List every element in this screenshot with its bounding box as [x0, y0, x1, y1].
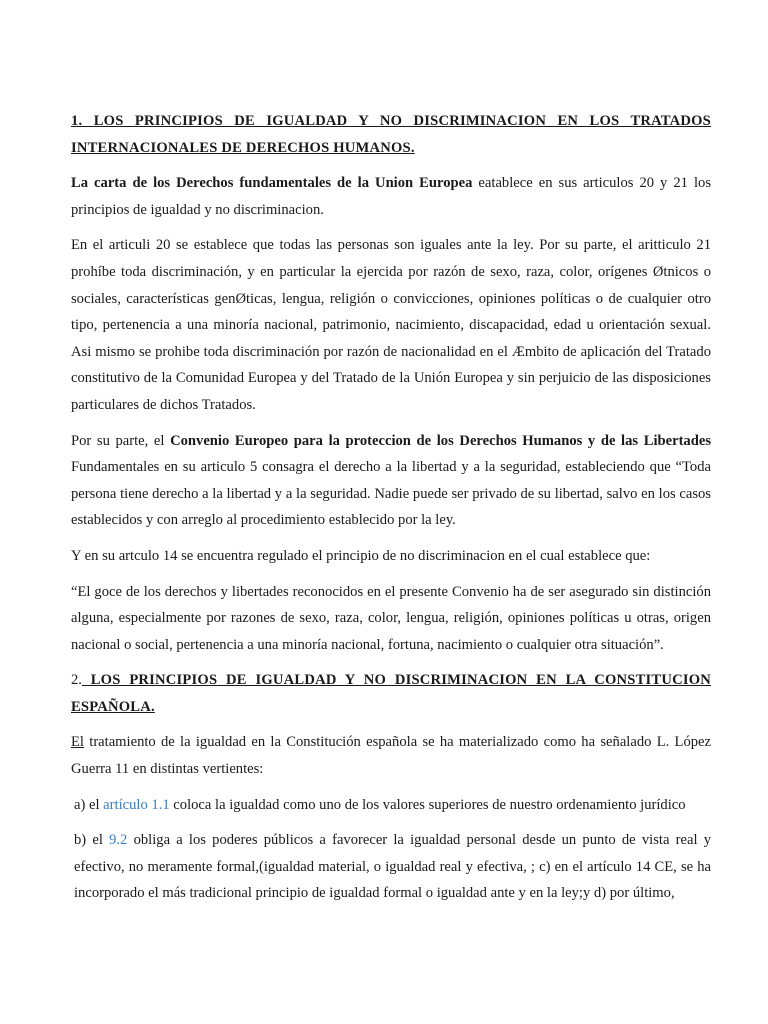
item-a-text: coloca la igualdad como uno de los valores superiores de nuestro ordenamiento jurídico — [169, 796, 686, 813]
section-heading-2 — [71, 667, 711, 720]
paragraph-carta — [71, 170, 711, 223]
section-heading-1: 1. LOS PRINCIPIOS DE IGUALDAD Y NO DISCRIMINACION EN LOS TRATADOS INTERNACIONALES DE DERECHOS HUMANOS. — [71, 113, 711, 156]
carta-title: La carta de los Derechos fundamentales de la Union Europea — [71, 175, 473, 192]
item-a-lead: a) el — [74, 796, 104, 813]
list-item-a — [71, 792, 711, 819]
heading-2-number: 2. — [71, 672, 82, 689]
item-b-text: obliga a los poderes públicos a favorecer la igualdad personal desde un punto de vista real y efectivo, no meramente formal,(igualdad material, o igualdad real y efectiva, ; c) en el artículo 14 CE, se ha incorporado el más tradicional principio de igualdad formal o igualdad ante y en la ley;y d) por último, — [74, 832, 711, 902]
paragraph-articulo-20-21: En el articuli 20 se establece que todas las personas son iguales ante la ley. Por su parte, el aritticulo 21 prohíbe toda discriminación, y en particular la ejercida por razón de sexo, raza, color, orígenes Øtnicos o sociales, características genØticas, lengua, religión o convicciones, opiniones políticas o de cualquier otro tipo, pertenencia a una minoría nacional, patrimonio, nacimiento, discapacidad, edad u orientación sexual. Asi mismo se prohibe toda discriminación por razón de nacionalidad en el Æmbito de aplicación del Tratado constitutivo de la Comunidad Europea y del Tratado de la Unión Europea y sin perjuicio de las disposiciones particulares de dichos Tratados. — [71, 237, 711, 413]
heading-2-text: LOS PRINCIPIOS DE IGUALDAD Y NO DISCRIMINACION EN LA CONSTITUCION ESPAÑOLA. — [71, 672, 711, 715]
paragraph-convenio — [71, 428, 711, 534]
item-b-lead: b) el — [74, 832, 110, 849]
articulo-9-2-link[interactable]: 9.2 — [109, 832, 128, 849]
convenio-lead: Por su parte, el — [71, 432, 171, 449]
tratamiento-first-word: El — [71, 734, 84, 751]
list-item-b — [71, 827, 711, 907]
tratamiento-text: tratamiento de la igualdad en la Constitución española se ha materializado como ha señalado L. López Guerra 11 en distintas vertientes: — [71, 734, 711, 778]
convenio-title: Convenio Europeo para la proteccion de los Derechos Humanos y de las Libertades — [170, 432, 711, 449]
articulo-1-1-link[interactable]: artículo 1.1 — [103, 796, 170, 813]
paragraph-tratamiento — [71, 729, 711, 782]
paragraph-quote: “El goce de los derechos y libertades reconocidos en el presente Convenio ha de ser asegurado sin distinción alguna, especialmente por razones de sexo, raza, color, lengua, religión, opiniones políticas u otras, origen nacional o social, pertenencia a una minoría nacional, fortuna, nacimiento o cualquier otra situación”. — [71, 583, 711, 653]
paragraph-articulo-14: Y en su artculo 14 se encuentra regulado el principio de no discriminacion en el cual establece que: — [71, 547, 651, 564]
convenio-text: Fundamentales en su articulo 5 consagra el derecho a la libertad y a la seguridad, estableciendo que “Toda persona tiene derecho a la libertad y a la seguridad. Nadie puede ser privado de su libertad, salvo en los casos establecidos y con arreglo al procedimiento establecido por la ley. — [71, 459, 711, 529]
carta-text: eatablece en sus articulos 20 y 21 los principios de igualdad y no discriminacion. — [71, 175, 712, 218]
